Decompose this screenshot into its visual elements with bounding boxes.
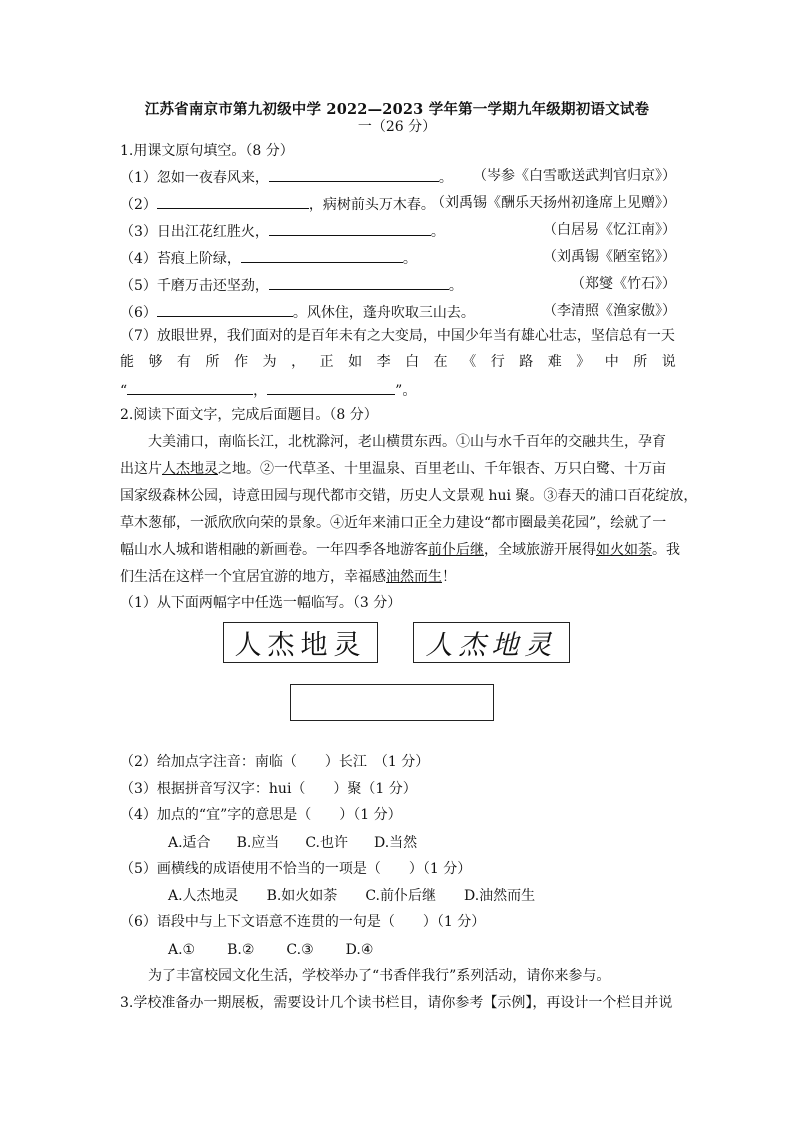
passage-line: 幅山水人城和谐相融的新画卷。一年四季各地游客前仆后继，全域旅游开展得如火如荼。我: [120, 542, 680, 558]
q1-item-6: （6） 。风休住，蓬舟吹取三山去。 （李清照《渔家傲》）: [120, 303, 676, 321]
answer-blank[interactable]: [157, 194, 309, 209]
q2-sub-4-options: [168, 834, 468, 852]
q2-sub-6-options: [168, 941, 428, 959]
answer-blank[interactable]: [157, 302, 293, 317]
answer-blank[interactable]: [269, 275, 449, 290]
source-citation: （刘禹锡《陋室铭》）: [543, 249, 676, 265]
underlined-idiom: 油然而生: [386, 569, 442, 585]
q1-item-1: （1）忽如一夜春风来， 。 （岑参《白雪歌送武判官归京》）: [120, 168, 676, 186]
source-citation: （白居易《忆江南》）: [543, 222, 676, 238]
option-d[interactable]: D.④: [345, 942, 374, 958]
source-citation: （李清照《渔家傲》）: [543, 303, 676, 319]
option-a[interactable]: A.适合: [168, 835, 211, 851]
option-b[interactable]: B.如火如荼: [266, 888, 338, 904]
answer-blank[interactable]: [127, 380, 253, 395]
copy-writing-box[interactable]: [290, 684, 494, 721]
underlined-idiom: 前仆后继: [428, 542, 484, 558]
answer-blank[interactable]: [267, 380, 395, 395]
answer-blank[interactable]: [269, 221, 431, 236]
q1-item-7-line3: “ ， ”。: [120, 380, 676, 400]
q2-sub-5: （5）画横线的成语使用不恰当的一项是（ ）（1 分）: [120, 861, 472, 877]
option-c[interactable]: C.前仆后继: [365, 888, 436, 904]
passage-line: 国家级森林公园，诗意田园与现代都市交错，历史人文景观 hui 聚。③春天的浦口百花绽放，: [120, 488, 698, 504]
option-a[interactable]: A.人杰地灵: [168, 888, 239, 904]
q1-item-5: （5）千磨万击还坚劲， 。 （郑燮《竹石》）: [120, 276, 676, 294]
q2-sub-4: （4）加点的“宜”字的意思是（ ）（1 分）: [120, 807, 402, 823]
option-b[interactable]: B.应当: [236, 835, 280, 851]
underlined-idiom: 人杰地灵: [162, 461, 218, 477]
passage-line: 草木葱郁，一派欣欣向荣的景象。④近年来浦口正全力建设“都市圈最美花园”，绘就了一: [120, 515, 667, 531]
option-b[interactable]: B.②: [227, 942, 255, 958]
source-citation: （岑参《白雪歌送武判官归京》）: [473, 168, 676, 184]
activity-intro: 为了丰富校园文化生活，学校举办了“书香伴我行”系列活动，请你来参与。: [148, 968, 611, 984]
q1-item-7-line2: 能 够 有 所 作 为 ， 正 如 李 白 在 《 行 路 难 》 中 所 说: [120, 354, 676, 370]
passage-line: 出这片人杰地灵之地。②一代草圣、十里温泉、百里老山、千年银杏、万只白鹭、十万亩: [120, 461, 666, 477]
answer-blank[interactable]: [241, 248, 403, 263]
underlined-idiom: 如火如荼: [596, 542, 652, 558]
q1-item-7-line1: （7）放眼世界，我们面对的是百年未有之大变局，中国少年当有雄心壮志，坚信总有一天: [120, 328, 675, 344]
option-c[interactable]: C.也许: [305, 835, 348, 851]
exam-title: 江苏省南京市第九初级中学 2022—2023 学年第一学期九年级期初语文试卷: [144, 101, 650, 118]
source-citation: （郑燮《竹石》）: [571, 276, 676, 292]
passage-line: 们生活在这样一个宜居宜游的地方，幸福感油然而生！: [120, 569, 456, 585]
question-3-heading: 3.学校准备办一期展板，需要设计几个读书栏目，请你参考【示例】，再设计一个栏目并说: [120, 995, 673, 1011]
option-a[interactable]: A.①: [168, 942, 196, 958]
q2-sub-3: （3）根据拼音写汉字：hui（ ）聚（1 分）: [120, 781, 417, 797]
q2-sub-2: （2）给加点字注音：南临（ ）长江 （1 分）: [120, 754, 430, 770]
passage-line: 大美浦口，南临长江，北枕滁河，老山横贯东西。①山与水千百年的交融共生，孕育: [148, 434, 666, 450]
q2-sub-5-options: [168, 887, 588, 905]
q1-item-2: （2） ，病树前头万木春。 （刘禹锡《酬乐天扬州初逢席上见赠》）: [120, 195, 676, 213]
option-d[interactable]: D.油然而生: [463, 888, 536, 904]
question-1-heading: 1.用课文原句填空。（8 分）: [120, 143, 294, 159]
option-d[interactable]: D.当然: [373, 835, 418, 851]
option-c[interactable]: C.③: [286, 942, 314, 958]
answer-blank[interactable]: [269, 167, 439, 182]
q2-sub-6: （6）语段中与上下文语意不连贯的一句是（ ）（1 分）: [120, 914, 486, 930]
q1-item-4: （4）苔痕上阶绿， 。 （刘禹锡《陋室铭》）: [120, 249, 676, 267]
source-citation: （刘禹锡《酬乐天扬州初逢席上见赠》）: [431, 195, 676, 211]
question-2-heading: 2.阅读下面文字，完成后面题目。（8 分）: [120, 407, 378, 423]
section-heading: 一（26 分）: [357, 119, 437, 135]
calligraphy-sample-1: 人杰地灵: [223, 622, 378, 663]
q1-item-3: （3）日出江花红胜火， 。 （白居易《忆江南》）: [120, 222, 676, 240]
q2-sub-1: （1）从下面两幅字中任选一幅临写。（3 分）: [120, 595, 402, 611]
calligraphy-sample-2: 人杰地灵: [413, 622, 570, 663]
